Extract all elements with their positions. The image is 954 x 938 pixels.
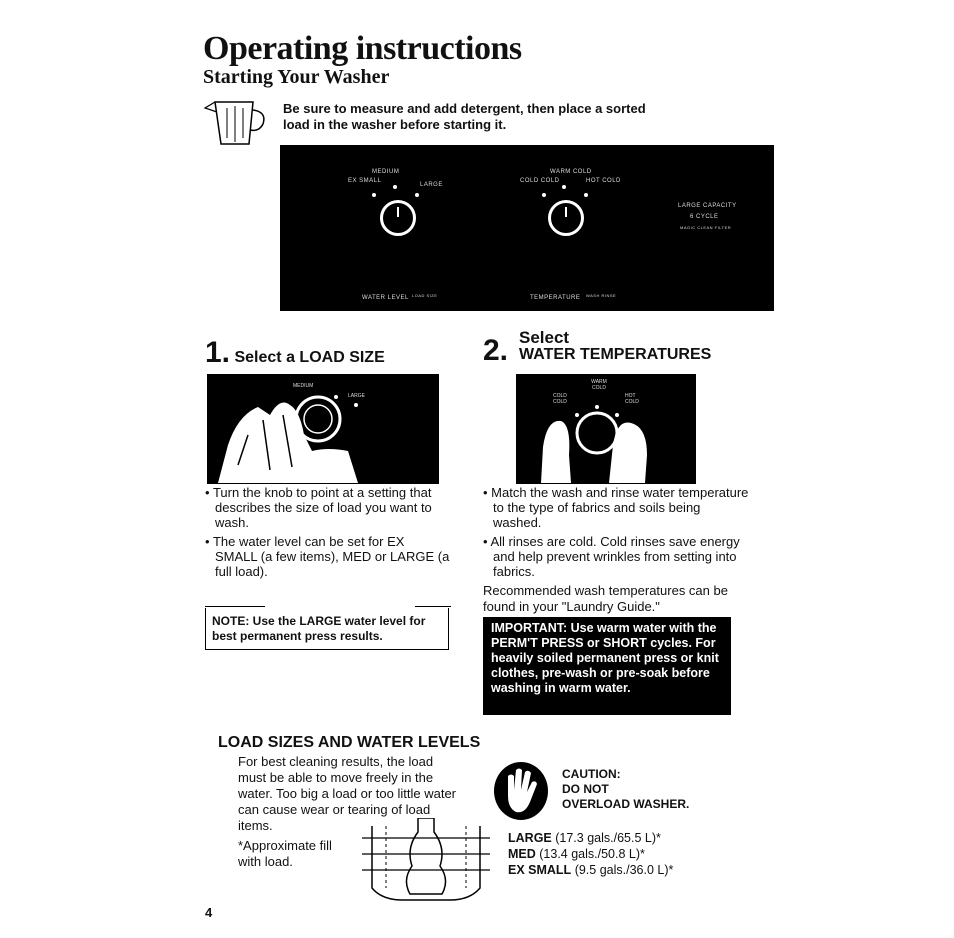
intro-text: Be sure to measure and add detergent, then place a sorted load in the washer before starting it. <box>283 101 646 132</box>
water-level-medium: MEDIUM <box>372 169 400 175</box>
step1-photo-large: LARGE <box>348 393 365 399</box>
level-large: LARGE (17.3 gals./65.5 L)* <box>508 831 661 845</box>
step2-photo <box>516 374 696 484</box>
step1-bullets <box>205 485 450 583</box>
temp-hot-cold: HOT COLD <box>586 178 621 184</box>
load-section-body: For best cleaning results, the load must be able to move freely in the water. Too big a load or too little water can cause wear or tearing of load items. <box>238 754 456 833</box>
step2-bullets <box>483 485 751 583</box>
hand-turning-knob-illustration <box>208 375 438 483</box>
load-section-heading: LOAD SIZES AND WATER LEVELS <box>218 734 481 751</box>
step1-note: NOTE: Use the LARGE water level for best permanent press results. <box>205 608 449 650</box>
capacity-line-3: MAGIC CLEAN FILTER <box>680 225 732 230</box>
page-subtitle: Starting Your Washer <box>203 66 390 88</box>
approx-note: *Approximate fill with load. <box>238 838 332 869</box>
temperature-knob[interactable] <box>548 200 584 236</box>
measuring-cup-icon <box>203 98 269 148</box>
step2-photo-hot: HOT COLD <box>625 393 639 405</box>
caution-text <box>562 767 689 812</box>
capacity-line-1: LARGE CAPACITY <box>678 203 737 209</box>
caution-line-2: DO NOT <box>562 782 609 796</box>
step2-label-2: WATER TEMPERATURES <box>519 346 712 363</box>
temp-warm-cold: WARM COLD <box>550 169 592 175</box>
tub-fill-diagram <box>362 818 490 904</box>
step1-heading <box>205 336 385 370</box>
step2-label-1: Select <box>519 328 570 347</box>
step1-bullet-1: • Turn the knob to point at a setting that describes the size of load you want to wash. <box>205 485 432 530</box>
step2-number: 2. <box>483 334 509 367</box>
hands-turning-knob-illustration <box>517 375 695 483</box>
caution-line-1: CAUTION: <box>562 767 621 781</box>
water-level-label: WATER LEVEL <box>362 295 409 301</box>
level-ex-small: EX SMALL (9.5 gals./36.0 L)* <box>508 863 674 877</box>
temperature-label: TEMPERATURE <box>530 295 581 301</box>
step2-photo-cold: COLD COLD <box>553 393 567 405</box>
temperature-sub: WASH RINSE <box>586 293 617 298</box>
water-levels-list <box>508 830 673 878</box>
water-level-knob[interactable] <box>380 200 416 236</box>
step2-photo-warm: WARM COLD <box>591 379 607 391</box>
step1-label: Select a LOAD SIZE <box>234 349 385 366</box>
step2-bullet-2: • All rinses are cold. Cold rinses save energy and help prevent wrinkles from setting into fabrics. <box>483 534 740 579</box>
step1-photo <box>207 374 439 484</box>
step1-number: 1. <box>205 336 231 369</box>
page-title: Operating instructions <box>203 30 522 67</box>
recommended-text: Recommended wash temperatures can be found in your "Laundry Guide." <box>483 583 728 614</box>
level-med: MED (13.4 gals./50.8 L)* <box>508 847 645 861</box>
step1-bullet-2: • The water level can be set for EX SMALL (a few items), MED or LARGE (a full load). <box>205 534 450 579</box>
temp-cold-cold: COLD COLD <box>520 178 560 184</box>
important-box: IMPORTANT: Use warm water with the PERM'T PRESS or SHORT cycles. For heavily soiled permanent press or knit clothes, pre-wash or pre-soak before washing in warm water. <box>483 617 731 715</box>
water-level-ex-small: EX SMALL <box>348 178 382 184</box>
page-number: 4 <box>205 905 213 920</box>
water-level-large: LARGE <box>420 182 443 188</box>
step2-bullet-1: • Match the wash and rinse water temperature to the type of fabrics and soils being washed. <box>483 485 749 530</box>
step1-photo-medium: MEDIUM <box>293 383 314 389</box>
capacity-line-2: 6 CYCLE <box>690 214 719 220</box>
caution-line-3: OVERLOAD WASHER. <box>562 797 690 811</box>
water-level-sub: LOAD SIZE <box>412 293 438 298</box>
control-panel <box>280 145 774 311</box>
stop-hand-icon <box>492 760 550 822</box>
